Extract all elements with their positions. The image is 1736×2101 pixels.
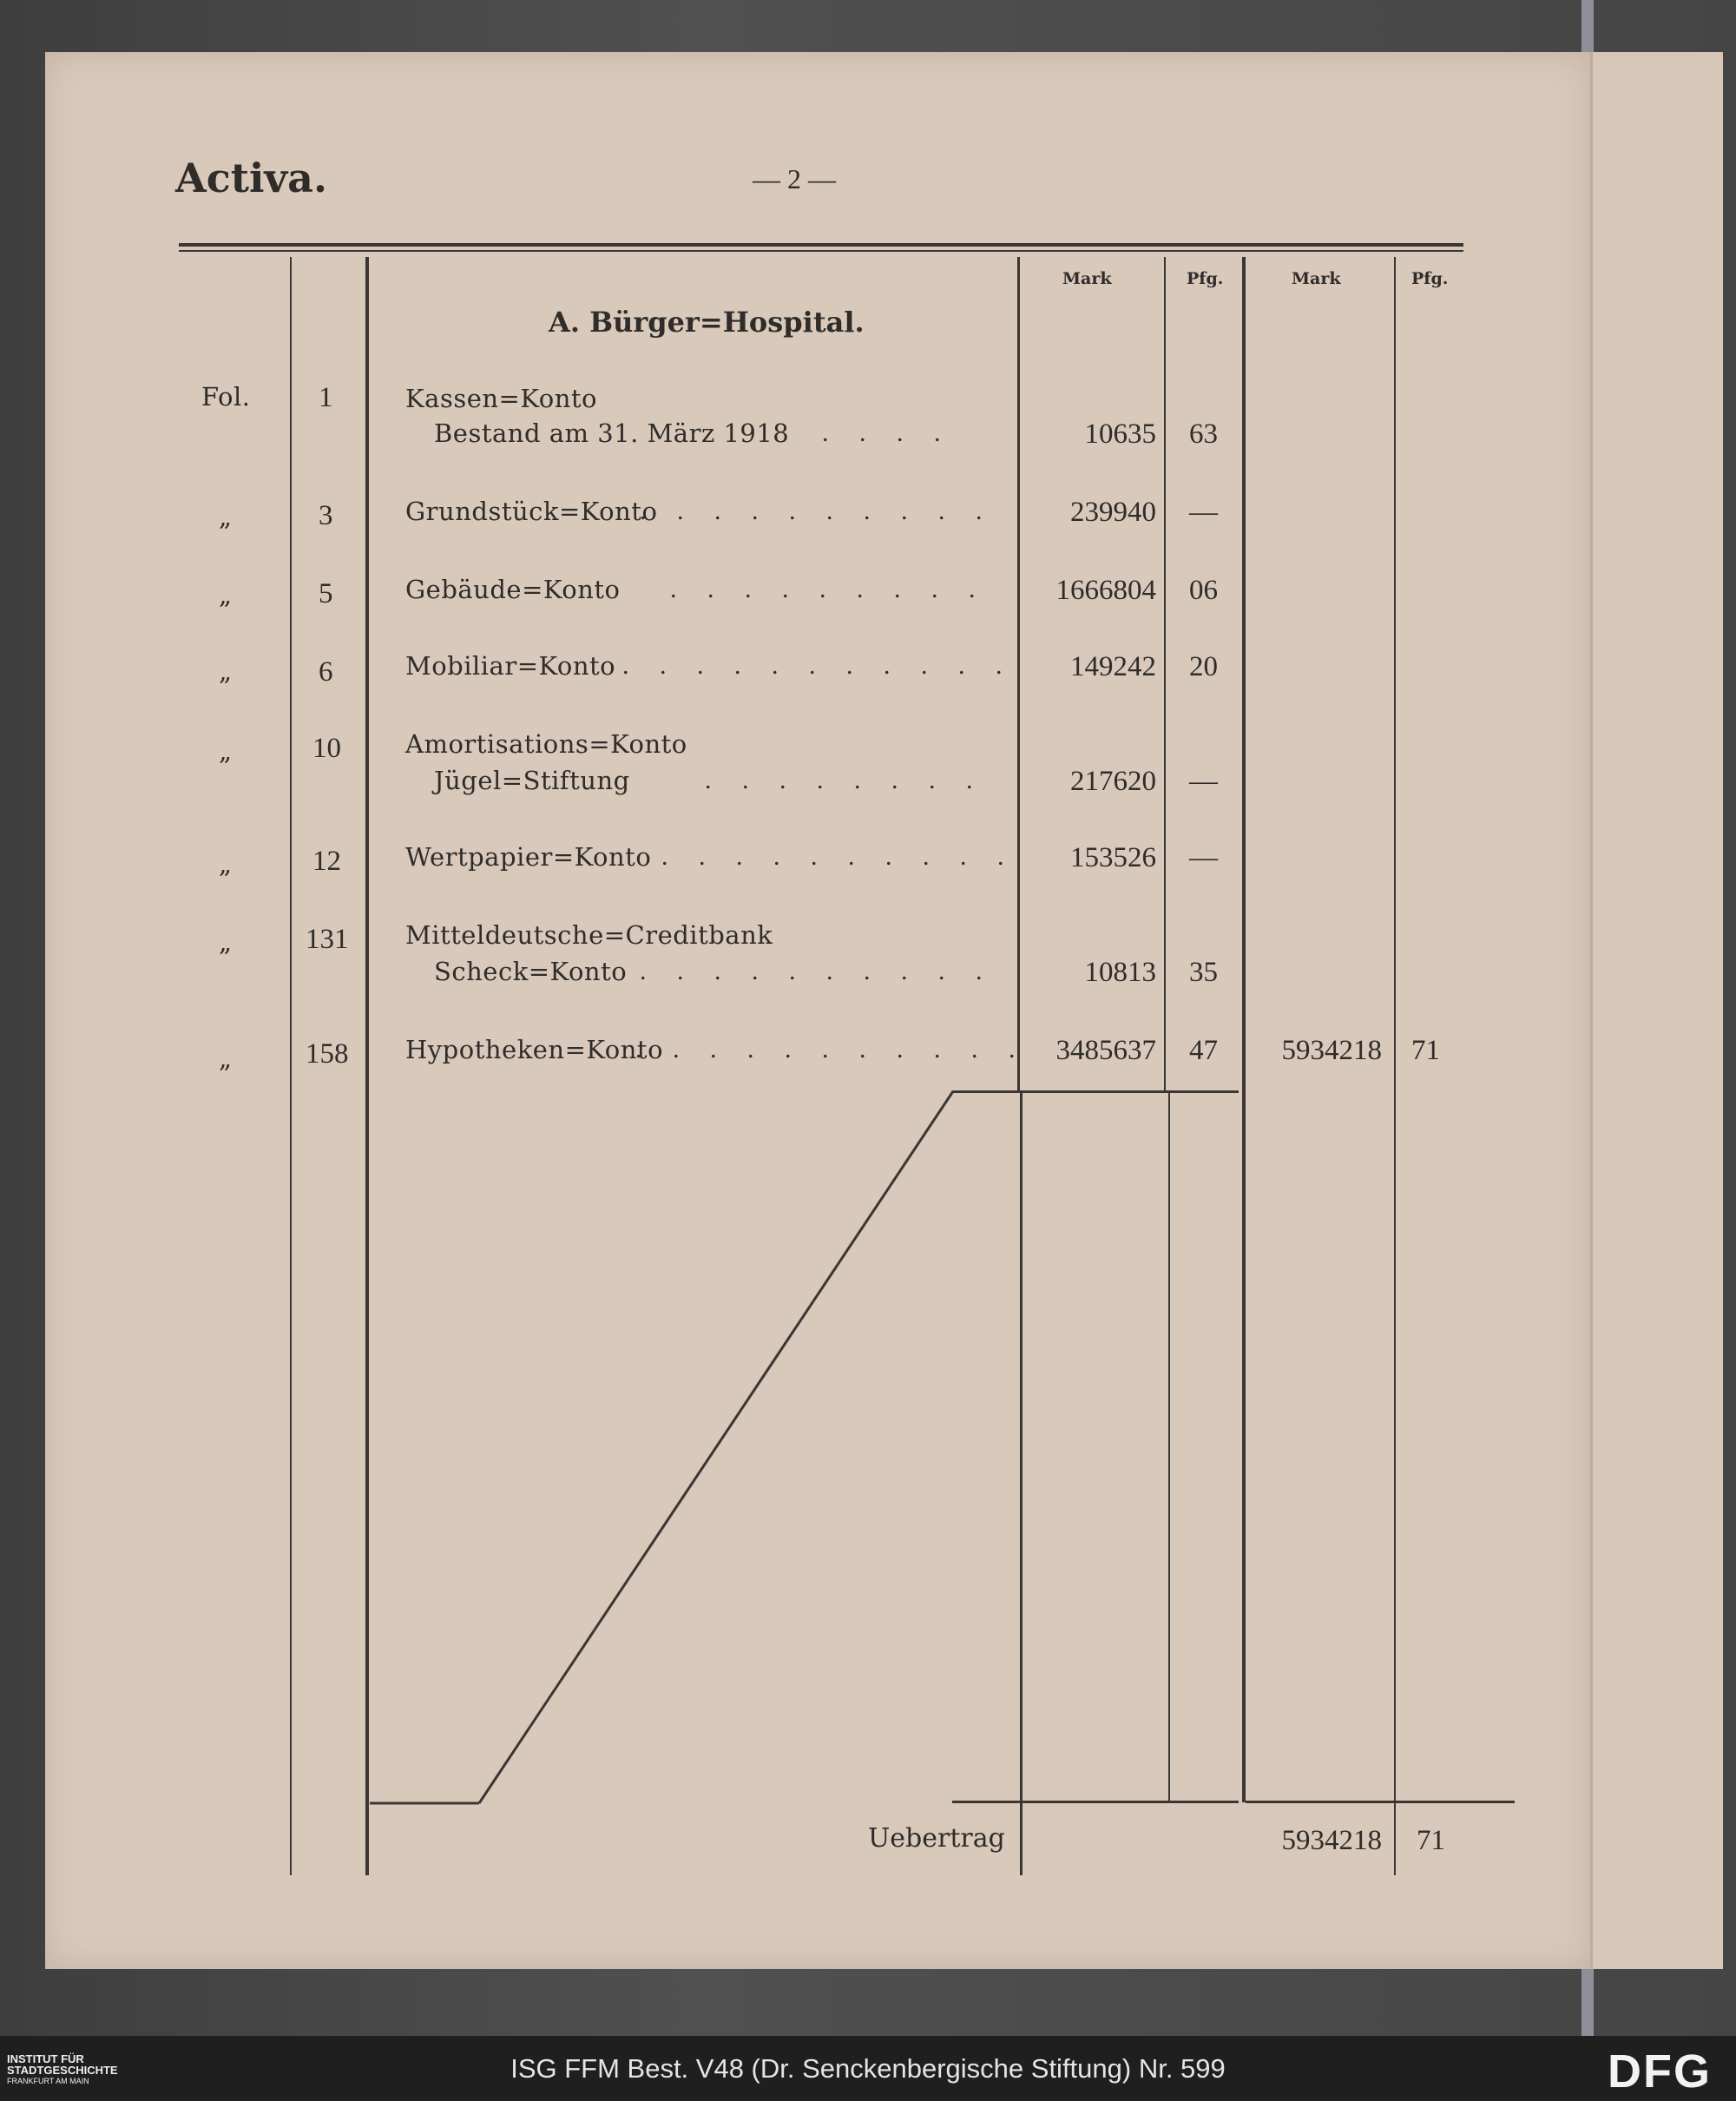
- document-page: [45, 52, 1590, 1969]
- row-fol: „: [219, 1044, 233, 1073]
- col-header-mark1: Mark: [1062, 269, 1112, 288]
- row-pfg: —: [1189, 766, 1218, 797]
- row-label: Kassen=Konto: [405, 384, 597, 413]
- leader-dots: . . . . . . . . .: [670, 575, 988, 603]
- row-nr: 10: [312, 733, 341, 764]
- row-mark: 217620: [1070, 766, 1156, 797]
- row-nr: 3: [319, 500, 333, 531]
- col-header-pfg2: Pfg.: [1411, 269, 1449, 288]
- leader-dots: . . . . . . . . . .: [640, 497, 995, 525]
- row-mark: 1666804: [1055, 575, 1156, 606]
- row-label: Hypotheken=Konto: [405, 1035, 664, 1064]
- row-mark: 239940: [1070, 497, 1156, 528]
- row-nr: 1: [319, 382, 333, 413]
- leader-dots: . . . . . . . .: [705, 766, 985, 794]
- row-fol: „: [219, 656, 233, 686]
- leader-dots: . . . . . . . . . .: [661, 842, 1016, 871]
- page-number: — 2 —: [753, 163, 836, 194]
- row-sublabel: Scheck=Konto: [434, 957, 628, 986]
- leader-dots: . . . .: [822, 418, 953, 447]
- institution-line: STADTGESCHICHTE: [7, 2064, 118, 2077]
- row-mark: 149242: [1070, 651, 1156, 682]
- row-nr: 5: [319, 578, 333, 609]
- row-label: Amortisations=Konto: [405, 729, 687, 759]
- source-citation: ISG FFM Best. V48 (Dr. Senckenbergische Stiftung) Nr. 599: [510, 2053, 1226, 2084]
- row-mark: 153526: [1070, 842, 1156, 873]
- facing-page: [1590, 52, 1723, 1969]
- row-fol: „: [219, 580, 233, 609]
- bottom-rule-right: [1246, 1801, 1515, 1803]
- row-label: Grundstück=Konto: [405, 497, 658, 526]
- cancel-diagonal: [45, 52, 1590, 1969]
- row-nr: 12: [312, 846, 341, 877]
- institution-line: INSTITUT FÜR: [7, 2052, 84, 2065]
- row-fol: „: [219, 849, 233, 879]
- row-pfg: —: [1189, 842, 1218, 873]
- col-header-mark2: Mark: [1292, 269, 1341, 288]
- row-pfg: 06: [1189, 575, 1218, 606]
- col-header-pfg1: Pfg.: [1187, 269, 1224, 288]
- row-fol: „: [219, 502, 233, 531]
- row-label: Mitteldeutsche=Creditbank: [405, 920, 773, 950]
- carry-mark: 5934218: [1281, 1825, 1382, 1856]
- row-mark: 10635: [1084, 418, 1156, 450]
- group-title: A. Bürger=Hospital.: [549, 306, 865, 339]
- carry-pfg: 71: [1417, 1825, 1445, 1856]
- row-fol: „: [219, 927, 233, 957]
- row-pfg: 20: [1189, 651, 1218, 682]
- institution-city: FRANKFURT AM MAIN: [7, 2077, 89, 2085]
- dfg-logo: DFG: [1608, 2045, 1712, 2098]
- row-label: Mobiliar=Konto: [405, 651, 616, 681]
- row-mark: 3485637: [1055, 1035, 1156, 1066]
- row-nr: 131: [306, 924, 349, 955]
- leader-dots: . . . . . . . . . . .: [622, 651, 1015, 680]
- carry-label: Uebertrag: [868, 1823, 1005, 1854]
- row-label: Wertpapier=Konto: [405, 842, 652, 872]
- leader-dots: . . . . . . . . . .: [640, 957, 995, 985]
- archive-footer: [0, 2036, 1736, 2101]
- row-sublabel: Bestand am 31. März 1918: [434, 418, 790, 448]
- row-pfg: 47: [1189, 1035, 1218, 1066]
- row-total-mark: 5934218: [1281, 1035, 1382, 1066]
- row-label: Gebäude=Konto: [405, 575, 621, 604]
- bottom-rule-left: [952, 1801, 1239, 1803]
- row-pfg: 35: [1189, 957, 1218, 988]
- row-total-pfg: 71: [1411, 1035, 1440, 1066]
- row-fol: Fol.: [201, 382, 251, 412]
- row-nr: 6: [319, 656, 333, 688]
- row-fol: „: [219, 736, 233, 766]
- leader-dots: . . . . . . . . . . .: [635, 1035, 1028, 1064]
- row-nr: 158: [306, 1038, 349, 1070]
- row-pfg: 63: [1189, 418, 1218, 450]
- row-sublabel: Jügel=Stiftung: [434, 766, 630, 795]
- row-pfg: —: [1189, 497, 1218, 528]
- row-mark: 10813: [1084, 957, 1156, 988]
- section-title: Activa.: [175, 155, 327, 201]
